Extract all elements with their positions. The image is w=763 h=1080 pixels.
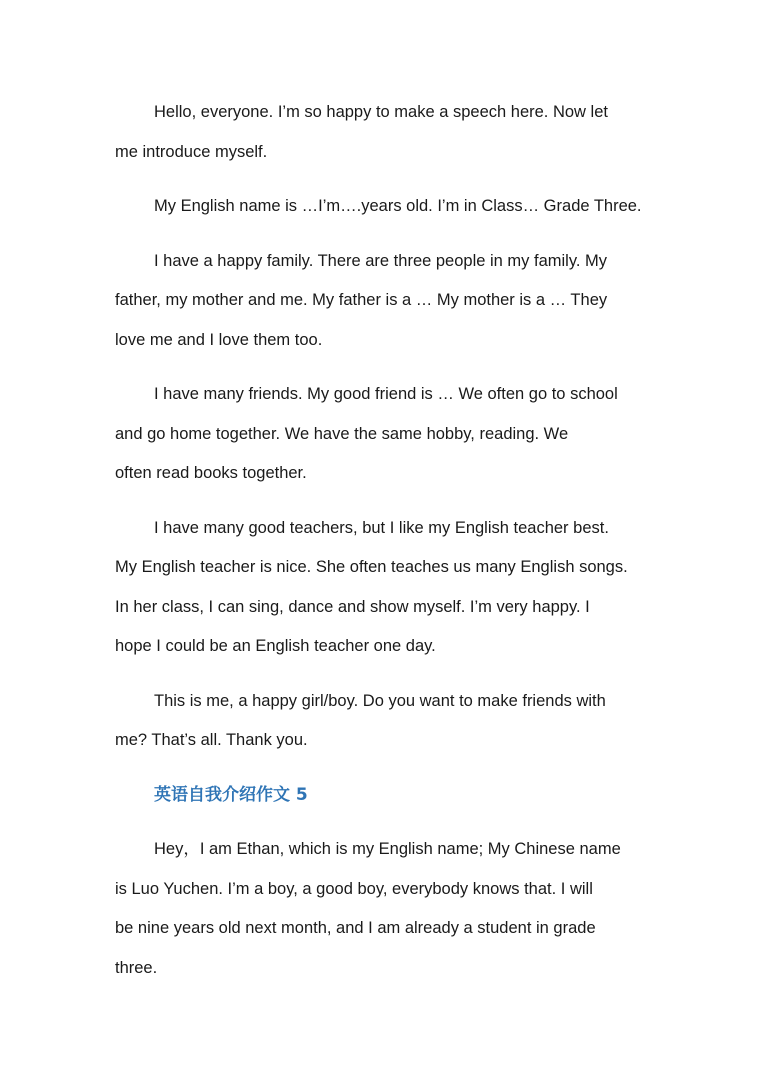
section-heading: 英语自我介绍作文 5 [154, 784, 308, 805]
paragraph-line: love me and I love them too. [115, 330, 323, 349]
paragraph-line: three. [115, 958, 158, 977]
paragraph-line: and go home together. We have the same hobby, reading. We [115, 424, 569, 443]
paragraph-line: In her class, I can sing, dance and show myself. I’m very happy. I [115, 597, 590, 616]
paragraph-teachers [115, 509, 655, 667]
paragraph-friends [115, 375, 655, 494]
paragraph-line: father, my mother and me. My father is a … My mother is a … They [115, 291, 608, 309]
paragraph-line: is Luo Yuchen. I’m a boy, a good boy, everybody knows that. I will [115, 879, 593, 898]
paragraph-line: Hello, everyone. I’m so happy to make a speech here. Now let [154, 103, 608, 121]
paragraph-line: me? That’s all. Thank you. [115, 731, 308, 749]
paragraph-line: hope I could be an English teacher one day. [115, 637, 436, 655]
paragraph-closing [115, 682, 655, 761]
paragraph-line: be nine years old next month, and I am already a student in grade [115, 919, 596, 937]
paragraph-line: often read books together. [115, 464, 307, 482]
paragraph-ethan-intro [115, 830, 655, 988]
paragraph-greeting [115, 93, 655, 172]
paragraph-line: My English teacher is nice. She often teaches us many English songs. [115, 558, 628, 576]
paragraph-line: I have many good teachers, but I like my English teacher best. [154, 518, 609, 537]
paragraph-line: This is me, a happy girl/boy. Do you want to make friends with [154, 691, 606, 710]
document-body [115, 93, 655, 1003]
paragraph-line: I have many friends. My good friend is … We often go to school [154, 385, 618, 403]
paragraph-name-age [115, 187, 655, 227]
paragraph-line: me introduce myself. [115, 142, 268, 161]
paragraph-family [115, 242, 655, 361]
paragraph-line: Hey，I am Ethan, which is my English name; My Chinese name [154, 840, 621, 858]
paragraph-line: I have a happy family. There are three people in my family. My [154, 251, 608, 270]
paragraph-line: My English name is …I’m….years old. I’m in Class… Grade Three. [154, 197, 642, 215]
